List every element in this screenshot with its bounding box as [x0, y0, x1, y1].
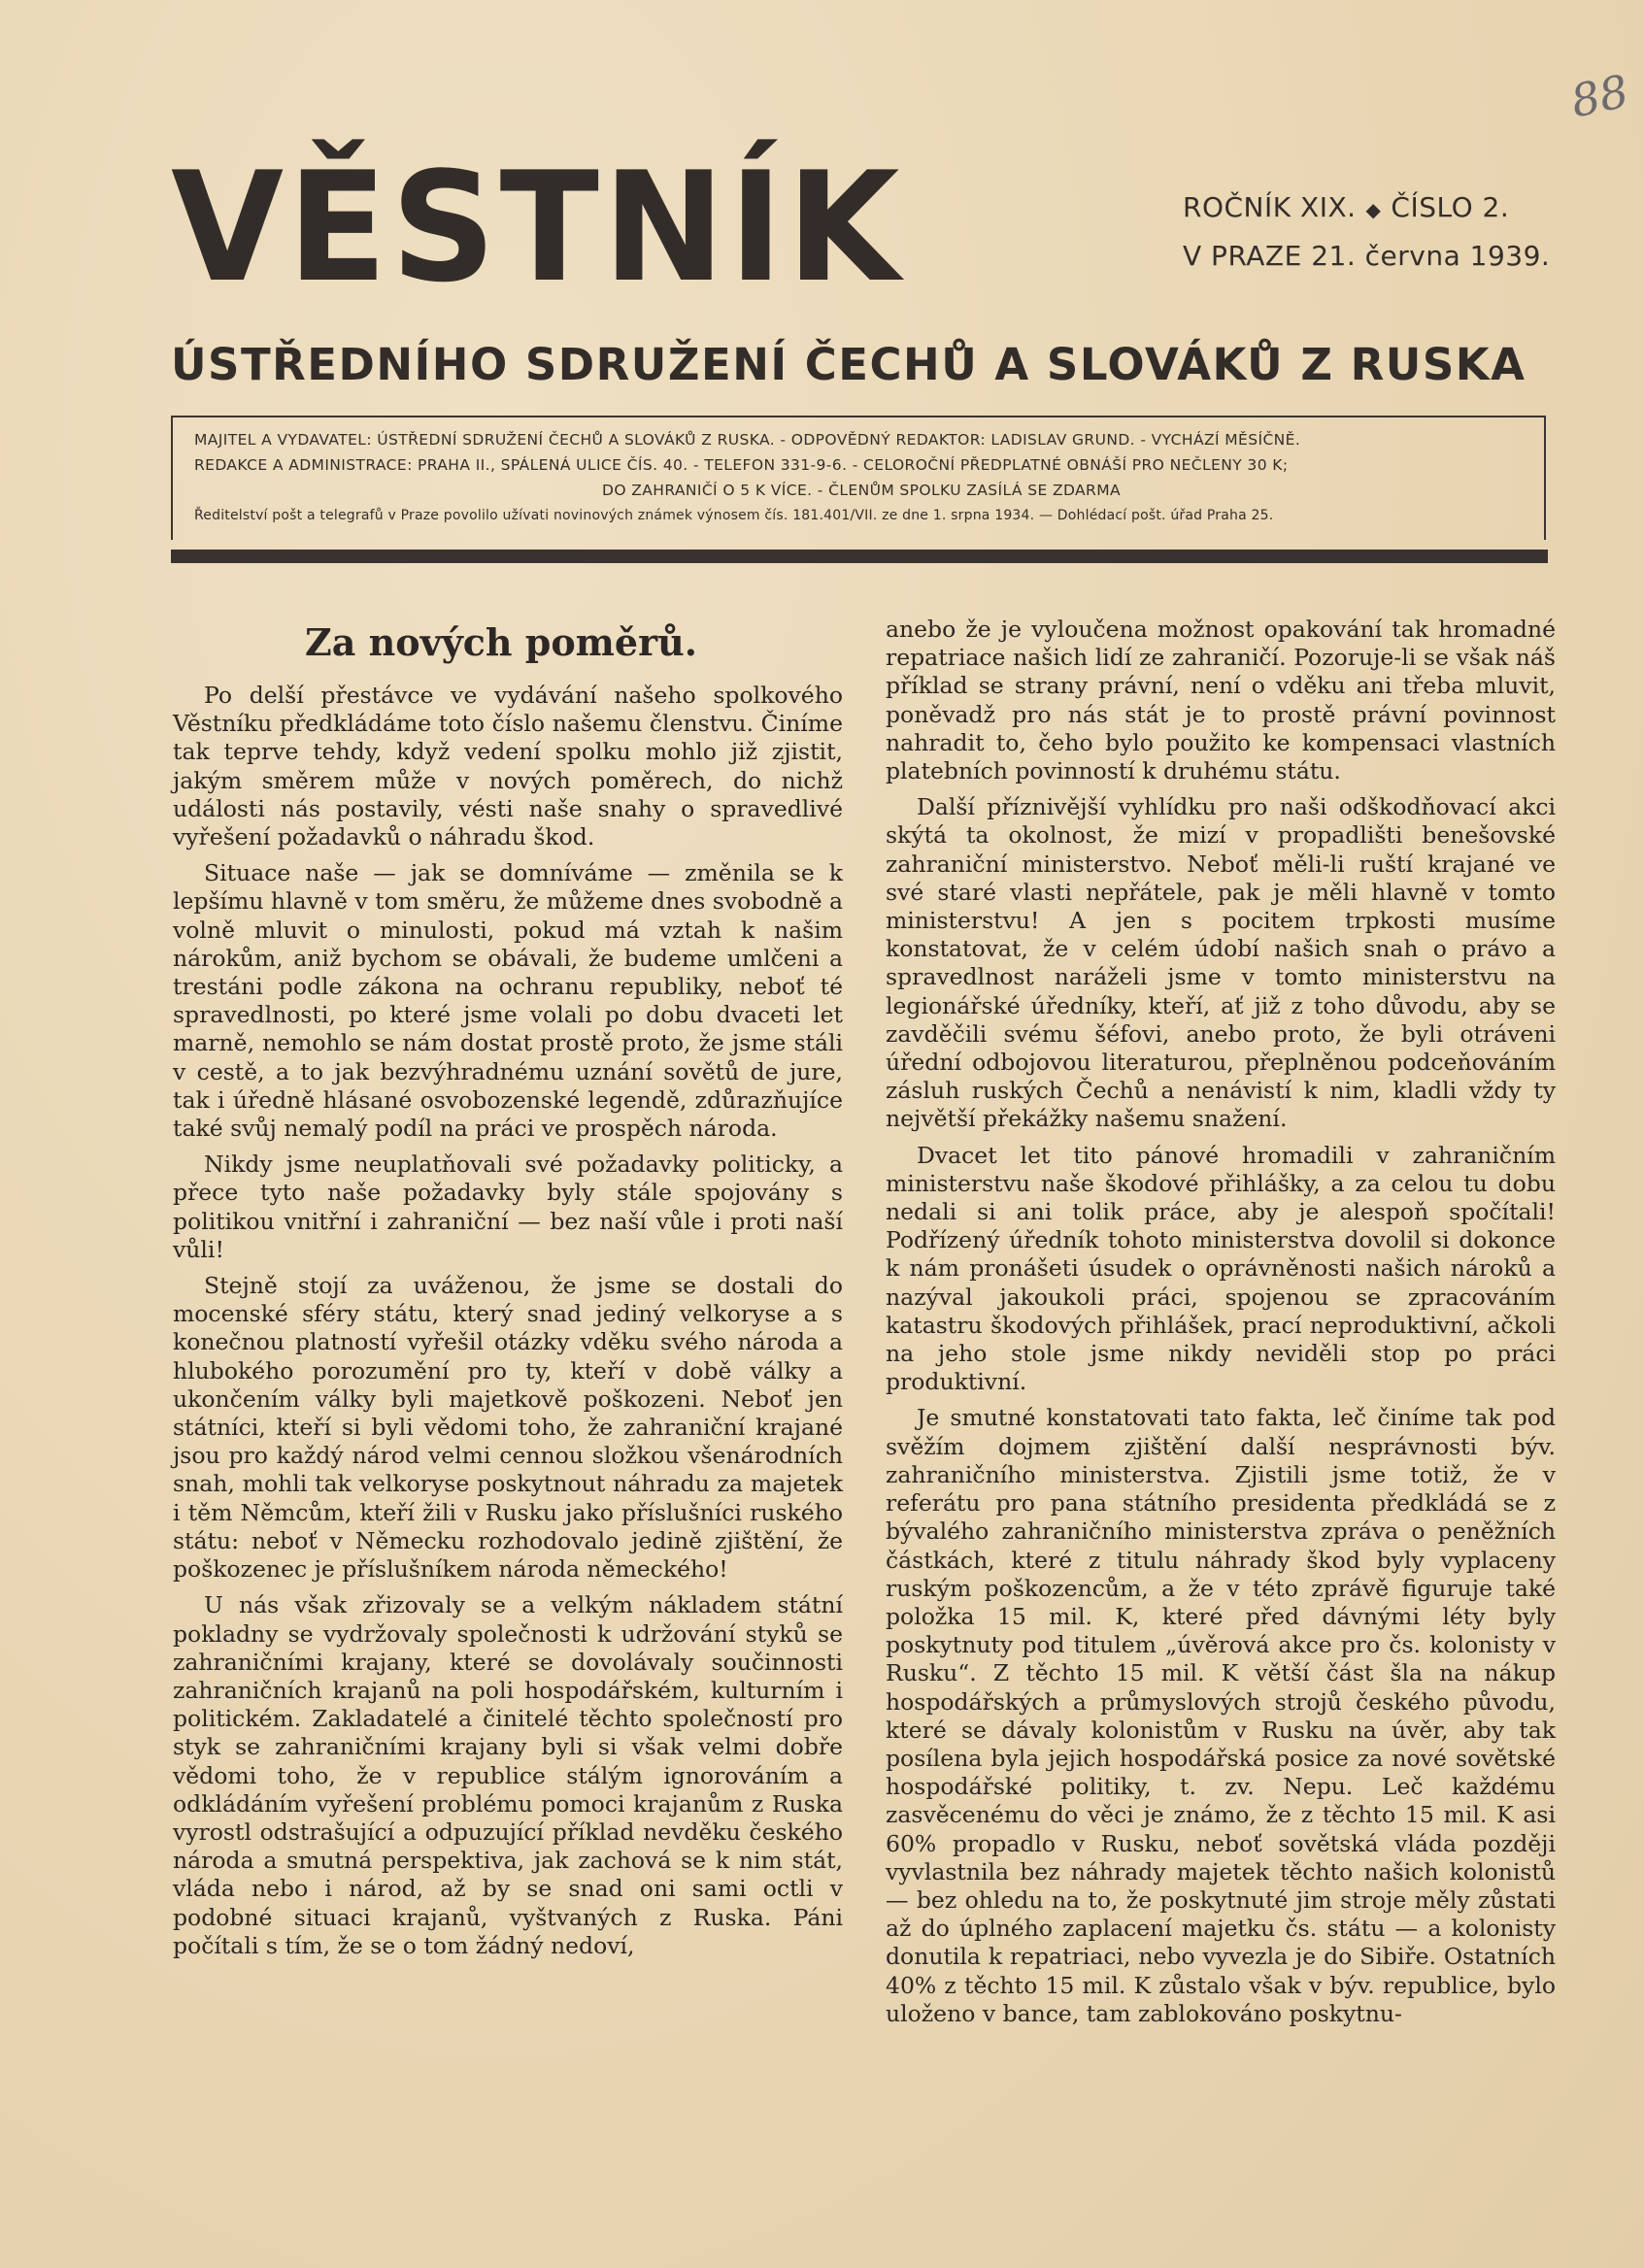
article-title: Za nových poměrů. [305, 620, 697, 664]
article-paragraph: anebo že je vyloučena možnost opakování tak hromadné repatriace našich lidí ze zahraničí. Pozoruje-li se však náš příklad se strany právní, není o vděku ani třeba mluvit, poněvadž pro nás stát je to prostě právní povinnost nahradit to, čeho bylo použito ke kompensaci vlastních platebních povinností k druhému státu. [886, 616, 1556, 785]
article-paragraph: Dvacet let tito pánové hromadili v zahraničním ministerstvu naše škodové přihlášky, a za celou tu dobu nedali si ani tolik práce, aby je alespoň spočítali! Podřízený úředník tohoto ministerstva dovolil si dokonce k nám pronášeti úsudek o oprávněnosti našich nároků a nazýval jakoukoli práci, spojenou se zpracováním katastru škodových přihlášek, prací neproduktivní, ačkoli na jeho stole jsme nikdy neviděli stop po práci produktivní. [886, 1141, 1556, 1396]
article-paragraph: Situace naše — jak se domníváme — změnila se k lepšímu hlavně v tom směru, že můžeme dnes svobodně a volně mluvit o minulosti, pokud má vztah k našim nárokům, aniž bychom se obávali, že budeme umlčeni a trestáni podle zákona na ochranu republiky, neboť té spravedlnosti, po které jsme volali po dobu dvaceti let marně, nemohlo se nám dostat prostě proto, že jsme stáli v cestě, a to jak bezvýhradnému uznání sovětů de jure, tak i úředně hlásané osvobozenské legendě, zdůrazňujíce také svůj nemalý podíl na práci ve prospěch národa. [173, 859, 844, 1143]
imprint-line-abroad: DO ZAHRANIČÍ O 5 K VÍCE. - ČLENŮM SPOLKU ZASÍLÁ SE ZDARMA [601, 482, 1122, 499]
issue-line [1183, 184, 1552, 233]
article-paragraph: U nás však zřizovaly se a velkým nákladem státní pokladny se vydržovaly společnosti k udržování styků se zahraničními krajany, které se dovolávaly součinnosti zahraničních krajanů na poli hospodářském, kulturním i politickém. Zakladatelé a činitelé těchto společností pro styk se zahraničními krajany byli si však velmi dobře vědomi toho, že v republice stálým ignorováním a odkládáním vyřešení problému pomoci krajanům z Ruska vyrostl odstrašující a odpuzující příklad nevděku českého národa a smutná perspektiva, jak zachová se k nim stát, vláda nebo i národ, až by se snad oni sami octli v podobné situaci krajanů, vyštvaných z Ruska. Páni počítali s tím, že se o tom žádný nedoví, [173, 1591, 843, 1959]
handwritten-mark: 88 [1566, 64, 1633, 128]
issue-number: ČÍSLO 2. [1391, 191, 1510, 223]
imprint-line-postal: Ředitelství pošt a telegrafů v Praze povolilo užívati novinových známek výnosem čís. 181.401/VII. ze dne 1. srpna 1934. — Dohlédací pošt. úřad Praha 25. [194, 508, 1274, 523]
volume-label: ROČNÍK XIX. [1183, 191, 1357, 223]
masthead-title: VĚSTNÍK [171, 140, 904, 317]
imprint-line-publisher: MAJITEL A VYDAVATEL: ÚSTŘEDNÍ SDRUŽENÍ ČECHŮ A SLOVÁKŮ Z RUSKA. - ODPOVĚDNÝ REDAKTOR: LADISLAV GRUND. - VYCHÁZÍ MĚSÍČNĚ. [194, 431, 1301, 449]
imprint-line-administration: REDAKCE A ADMINISTRACE: PRAHA II., SPÁLENÁ ULICE ČÍS. 40. - TELEFON 331-9-6. - CELOROČNÍ PŘEDPLATNÉ OBNÁŠÍ PRO NEČLENY 30 K; [194, 456, 1289, 474]
article-column-left [173, 682, 843, 1968]
imprint-box [171, 416, 1546, 540]
masthead-rule [171, 550, 1548, 563]
article-paragraph: Je smutné konstatovati tato fakta, leč činíme tak pod svěžím dojmem zjištění další nesprávnosti býv. zahraničního ministerstva. Zjistili jsme totiž, že v referátu pro pana státního presidenta předkládá se z bývalého zahraničního ministerstva zpráva o peněžních částkách, které z titulu náhrady škod byly vyplaceny ruským poškozencům, a že v této zprávě figuruje také položka 15 mil. K, které před dávnými léty byly poskytnuty pod titulem „úvěrová akce pro čs. kolonisty v Rusku“. Z těchto 15 mil. K větší část šla na nákup hospodářských a průmyslových strojů českého původu, které se dávaly kolonistům v Rusku na úvěr, aby tak posílena byla jejich hospodářská posice za nové sovětské hospodářské politiky, t. zv. Nepu. Leč každému zasvěcenému do věci je známo, že z těchto 15 mil. K asi 60% propadlo v Rusku, neboť sovětská vláda později vyvlastnila bez náhrady majetek těchto našich kolonistů — bez ohledu na to, že poskytnuté jim stroje měly zůstati až do úplného zaplacení majetku čs. státu — a kolonisty donutila k repatriaci, nebo vyvezla je do Sibiře. Ostatních 40% z těchto 15 mil. K zůstalo však v býv. republice, bylo uloženo v bance, tam zablokováno poskytnu- [886, 1404, 1556, 2027]
article-paragraph: Po delší přestávce ve vydávání našeho spolkového Věstníku předkládáme toto číslo našemu členstvu. Činíme tak teprve tehdy, když vedení spolku mohlo již zjistit, jakým směrem může v nových poměrech, do nichž události nás postavily, vésti naše snahy o spravedlivé vyřešení požadavků o náhradu škod. [173, 682, 843, 851]
diamond-icon: ◆ [1365, 198, 1382, 221]
article-paragraph: Stejně stojí za uváženou, že jsme se dostali do mocenské sféry státu, který snad jediný velkoryse a s konečnou platností vyřešil otázky vděku svého národa a hlubokého porozumění pro ty, kteří v době války a ukončením války byli majetkově poškozeni. Neboť jen státníci, kteří si byli vědomi toho, že zahraniční krajané jsou pro každý národ velmi cennou složkou všenárodních snah, mohli tak velkoryse poskytnout náhradu za majetek i těm Němcům, kteří žili v Rusku jako příslušníci ruského státu: neboť v Německu rozhodovalo jedině zjištění, že poškozenec je příslušníkem národa německého! [173, 1272, 843, 1584]
place-date: V PRAZE 21. června 1939. [1183, 240, 1551, 272]
issue-info [1183, 184, 1552, 280]
article-column-right [886, 616, 1556, 2036]
masthead-subtitle: ÚSTŘEDNÍHO SDRUŽENÍ ČECHŮ A SLOVÁKŮ Z RUSKA [171, 339, 1527, 390]
article-paragraph: Nikdy jsme neuplatňovali své požadavky politicky, a přece tyto naše požadavky byly stále spojovány s politikou vnitřní i zahraniční — bez naší vůle i proti naší vůli! [173, 1151, 843, 1263]
article-paragraph: Další příznivější vyhlídku pro naši odškodňovací akci skýtá ta okolnost, že mizí v propadlišti benešovské zahraniční ministerstvo. Neboť měli-li ruští krajané ve své staré vlasti nepřátele, pak je měli hlavně v tomto ministerstvu! A jen s pocitem trpkosti musíme konstatovat, že v celém údobí našich snah o právo a spravedlnost naráželi jsme v tomto ministerstvu na legionářské úředníky, kteří, ať již z toho důvodu, aby se zavděčili svému šéfovi, anebo proto, že byli otráveni úřední odbojovou literaturou, přeplněnou podceňováním zásluh ruských Čechů a nenávistí k nim, kladli vždy ty největší překážky našemu snažení. [886, 793, 1556, 1133]
